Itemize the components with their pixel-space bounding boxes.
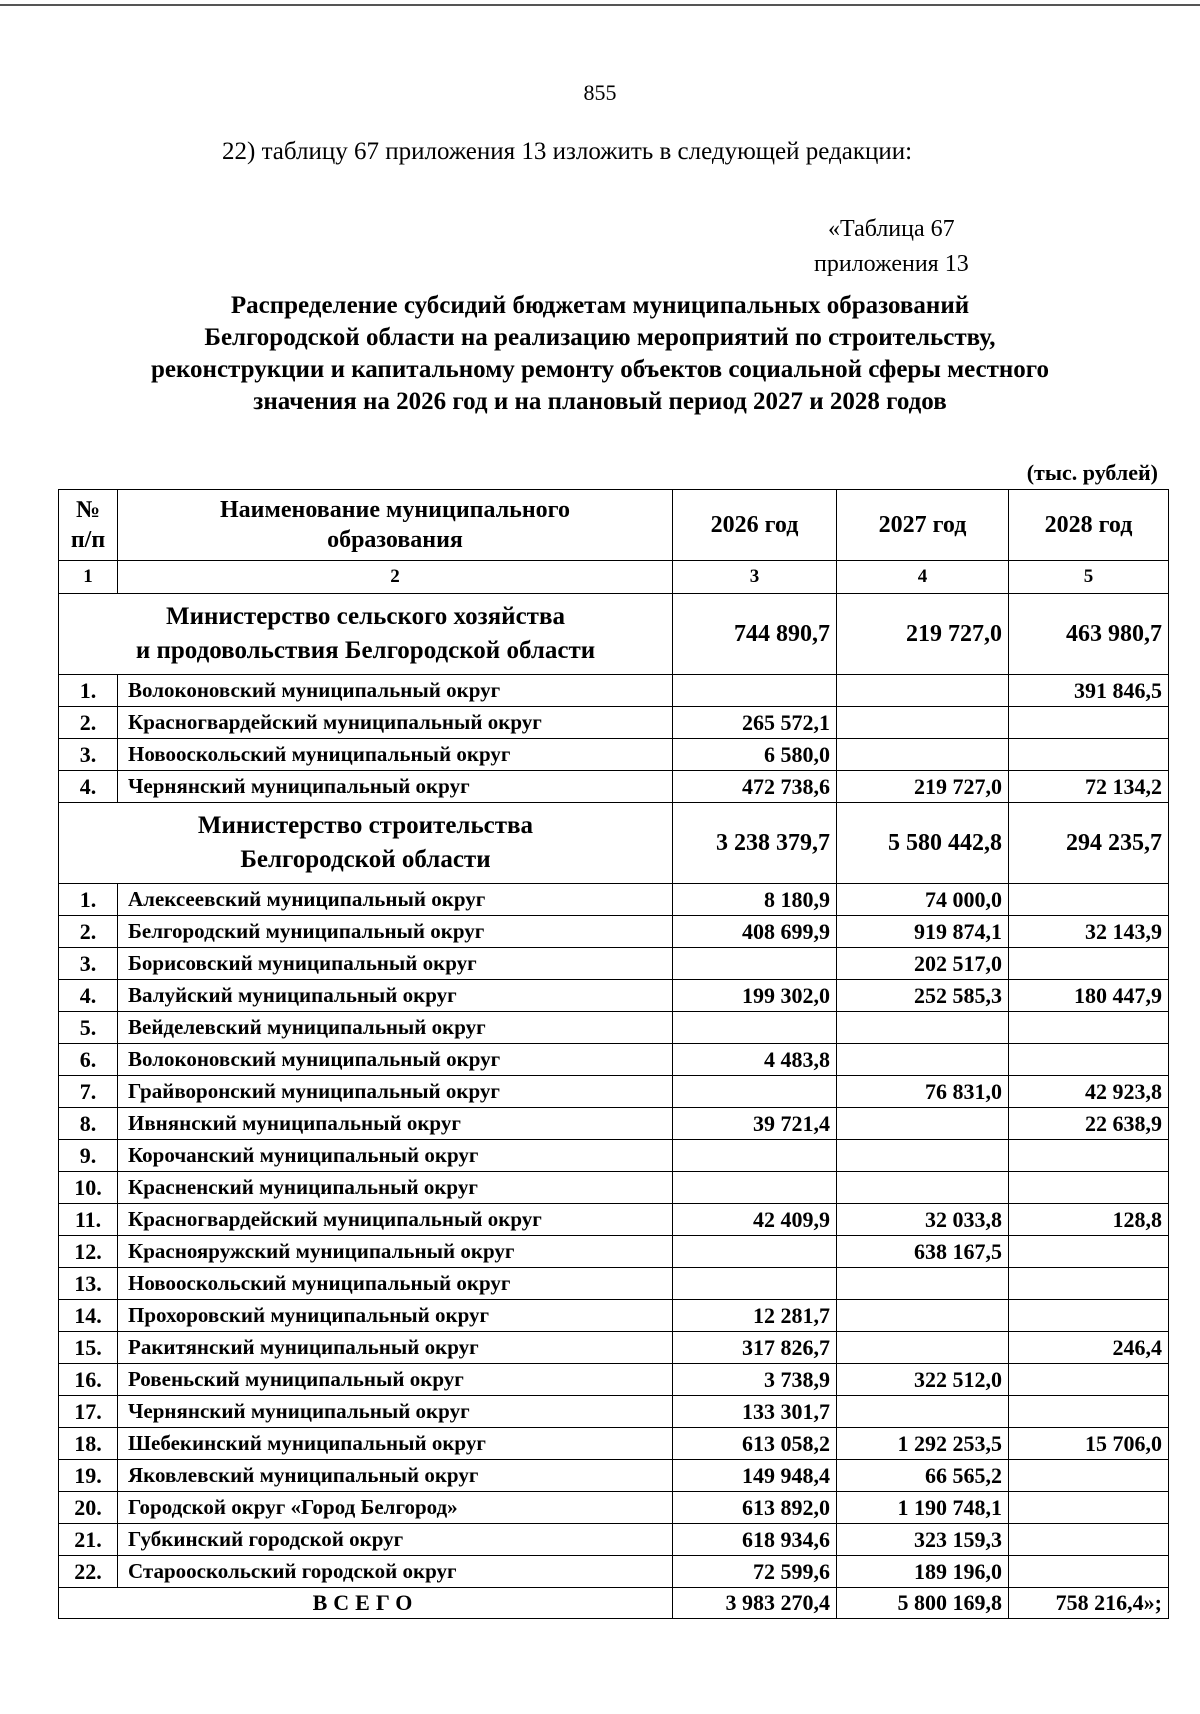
- table-row: [59, 1108, 1169, 1140]
- value-2026: 265 572,1: [673, 707, 837, 739]
- value-2027: 919 874,1: [837, 916, 1009, 948]
- value-2026: 408 699,9: [673, 916, 837, 948]
- value-2026: 72 599,6: [673, 1556, 837, 1588]
- value-2028: [1009, 1492, 1169, 1524]
- top-border-rule: [0, 4, 1200, 6]
- document-title: [60, 290, 1140, 418]
- table-row: [59, 1460, 1169, 1492]
- table-row: [59, 1012, 1169, 1044]
- municipality-name: Новооскольский муниципальный округ: [118, 739, 673, 771]
- header-2028: 2028 год: [1009, 490, 1169, 561]
- municipality-name: Волоконовский муниципальный округ: [118, 675, 673, 707]
- row-number: 1.: [59, 884, 118, 916]
- row-number: 14.: [59, 1300, 118, 1332]
- column-number: 3: [673, 561, 837, 594]
- municipality-name: Волоконовский муниципальный округ: [118, 1044, 673, 1076]
- title-line: Распределение субсидий бюджетам муниципальных образований: [230, 292, 970, 319]
- column-number: 4: [837, 561, 1009, 594]
- municipality-name: Вейделевский муниципальный округ: [118, 1012, 673, 1044]
- instruction-text: 22) таблицу 67 приложения 13 изложить в следующей редакции:: [222, 138, 913, 165]
- table-row: [59, 739, 1169, 771]
- value-2028: [1009, 1524, 1169, 1556]
- section-name: Министерство строительства Белгородской области: [59, 803, 673, 884]
- row-number: 3.: [59, 948, 118, 980]
- table-reference: [814, 212, 969, 282]
- value-2027: 323 159,3: [837, 1524, 1009, 1556]
- row-number: 11.: [59, 1204, 118, 1236]
- value-2028: [1009, 1236, 1169, 1268]
- row-number: 2.: [59, 707, 118, 739]
- value-2026: [673, 1268, 837, 1300]
- value-2028: [1009, 707, 1169, 739]
- table-row: [59, 1332, 1169, 1364]
- row-number: 12.: [59, 1236, 118, 1268]
- column-number: 5: [1009, 561, 1169, 594]
- section-total-2026: 3 238 379,7: [673, 803, 837, 884]
- value-2026: 317 826,7: [673, 1332, 837, 1364]
- municipality-name: Губкинский городской округ: [118, 1524, 673, 1556]
- row-number: 21.: [59, 1524, 118, 1556]
- row-number: 10.: [59, 1172, 118, 1204]
- value-2028: [1009, 1044, 1169, 1076]
- value-2027: 638 167,5: [837, 1236, 1009, 1268]
- value-2027: 1 292 253,5: [837, 1428, 1009, 1460]
- row-number: 13.: [59, 1268, 118, 1300]
- row-number: 18.: [59, 1428, 118, 1460]
- value-2026: [673, 1076, 837, 1108]
- value-2026: 12 281,7: [673, 1300, 837, 1332]
- municipality-name: Корочанский муниципальный округ: [118, 1140, 673, 1172]
- value-2028: [1009, 948, 1169, 980]
- value-2028: 128,8: [1009, 1204, 1169, 1236]
- value-2027: [837, 1268, 1009, 1300]
- value-2027: 32 033,8: [837, 1204, 1009, 1236]
- value-2026: [673, 1236, 837, 1268]
- value-2027: 202 517,0: [837, 948, 1009, 980]
- value-2028: 391 846,5: [1009, 675, 1169, 707]
- municipality-name: Яковлевский муниципальный округ: [118, 1460, 673, 1492]
- municipality-name: Чернянский муниципальный округ: [118, 1396, 673, 1428]
- section-name: Министерство сельского хозяйства и продовольствия Белгородской области: [59, 594, 673, 675]
- total-2026: 3 983 270,4: [673, 1588, 837, 1619]
- value-2028: 180 447,9: [1009, 980, 1169, 1012]
- municipality-name: Красненский муниципальный округ: [118, 1172, 673, 1204]
- municipality-name: Краснояружский муниципальный округ: [118, 1236, 673, 1268]
- section-total-2026: 744 890,7: [673, 594, 837, 675]
- table-ref-line1: «Таблица 67: [828, 216, 955, 242]
- row-number: 9.: [59, 1140, 118, 1172]
- value-2027: [837, 1300, 1009, 1332]
- table-row: [59, 1268, 1169, 1300]
- section-total-2028: 294 235,7: [1009, 803, 1169, 884]
- table-row: [59, 1428, 1169, 1460]
- value-2027: 322 512,0: [837, 1364, 1009, 1396]
- value-2026: [673, 1012, 837, 1044]
- table-row: [59, 1300, 1169, 1332]
- total-row: [59, 1588, 1169, 1619]
- page-number: 855: [583, 80, 617, 105]
- value-2028: 246,4: [1009, 1332, 1169, 1364]
- table-row: [59, 707, 1169, 739]
- title-line: значения на 2026 год и на плановый период 2027 и 2028 годов: [253, 388, 947, 415]
- table-row: [59, 1396, 1169, 1428]
- municipality-name: Грайворонский муниципальный округ: [118, 1076, 673, 1108]
- value-2026: 4 483,8: [673, 1044, 837, 1076]
- value-2028: 42 923,8: [1009, 1076, 1169, 1108]
- value-2028: [1009, 1140, 1169, 1172]
- value-2027: [837, 1012, 1009, 1044]
- municipality-name: Городской округ «Город Белгород»: [118, 1492, 673, 1524]
- municipality-name: Старооскольский городской округ: [118, 1556, 673, 1588]
- value-2026: 149 948,4: [673, 1460, 837, 1492]
- municipality-name: Валуйский муниципальный округ: [118, 980, 673, 1012]
- section-total-2027: 5 580 442,8: [837, 803, 1009, 884]
- value-2026: [673, 948, 837, 980]
- header-number: № п/п: [59, 490, 118, 561]
- total-2027: 5 800 169,8: [837, 1588, 1009, 1619]
- value-2026: 8 180,9: [673, 884, 837, 916]
- row-number: 20.: [59, 1492, 118, 1524]
- total-label: ВСЕГО: [59, 1588, 673, 1619]
- table-row: [59, 1044, 1169, 1076]
- value-2028: [1009, 1460, 1169, 1492]
- table-ref-line2: приложения 13: [814, 251, 969, 277]
- value-2026: 42 409,9: [673, 1204, 837, 1236]
- value-2027: [837, 1332, 1009, 1364]
- value-2026: 613 058,2: [673, 1428, 837, 1460]
- row-number: 8.: [59, 1108, 118, 1140]
- value-2027: 74 000,0: [837, 884, 1009, 916]
- value-2026: 613 892,0: [673, 1492, 837, 1524]
- municipality-name: Борисовский муниципальный округ: [118, 948, 673, 980]
- value-2028: [1009, 1172, 1169, 1204]
- value-2026: [673, 1140, 837, 1172]
- value-2028: 72 134,2: [1009, 771, 1169, 803]
- value-2026: 618 934,6: [673, 1524, 837, 1556]
- row-number: 17.: [59, 1396, 118, 1428]
- table-row: [59, 771, 1169, 803]
- value-2028: 22 638,9: [1009, 1108, 1169, 1140]
- title-line: реконструкции и капитальному ремонту объектов социальной сферы местного: [150, 356, 1050, 383]
- row-number: 19.: [59, 1460, 118, 1492]
- row-number: 5.: [59, 1012, 118, 1044]
- row-number: 7.: [59, 1076, 118, 1108]
- units-label: (тыс. рублей): [1026, 460, 1158, 485]
- table-row: [59, 1204, 1169, 1236]
- table-row: [59, 980, 1169, 1012]
- value-2027: [837, 739, 1009, 771]
- value-2028: 15 706,0: [1009, 1428, 1169, 1460]
- municipality-name: Белгородский муниципальный округ: [118, 916, 673, 948]
- municipality-name: Шебекинский муниципальный округ: [118, 1428, 673, 1460]
- municipality-name: Ровеньский муниципальный округ: [118, 1364, 673, 1396]
- row-number: 6.: [59, 1044, 118, 1076]
- value-2028: [1009, 1012, 1169, 1044]
- value-2026: 199 302,0: [673, 980, 837, 1012]
- value-2027: 219 727,0: [837, 771, 1009, 803]
- value-2028: [1009, 1396, 1169, 1428]
- municipality-name: Ивнянский муниципальный округ: [118, 1108, 673, 1140]
- column-number: 2: [118, 561, 673, 594]
- table-header-row: [59, 490, 1169, 561]
- value-2026: [673, 675, 837, 707]
- table-row: [59, 1492, 1169, 1524]
- value-2027: [837, 1396, 1009, 1428]
- value-2028: 32 143,9: [1009, 916, 1169, 948]
- value-2027: 189 196,0: [837, 1556, 1009, 1588]
- title-line: Белгородской области на реализацию мероприятий по строительству,: [204, 324, 996, 351]
- municipality-name: Чернянский муниципальный округ: [118, 771, 673, 803]
- table-row: [59, 1556, 1169, 1588]
- table-row: [59, 1524, 1169, 1556]
- table-row: [59, 1236, 1169, 1268]
- table-row: [59, 948, 1169, 980]
- value-2028: [1009, 884, 1169, 916]
- row-number: 4.: [59, 980, 118, 1012]
- value-2026: 39 721,4: [673, 1108, 837, 1140]
- municipality-name: Ракитянский муниципальный округ: [118, 1332, 673, 1364]
- row-number: 15.: [59, 1332, 118, 1364]
- section-row: [59, 803, 1169, 884]
- table-row: [59, 884, 1169, 916]
- value-2026: 3 738,9: [673, 1364, 837, 1396]
- row-number: 22.: [59, 1556, 118, 1588]
- column-numbers-row: [59, 561, 1169, 594]
- header-name: Наименование муниципального образования: [118, 490, 673, 561]
- value-2027: 1 190 748,1: [837, 1492, 1009, 1524]
- value-2028: [1009, 1556, 1169, 1588]
- table-row: [59, 1364, 1169, 1396]
- table-row: [59, 916, 1169, 948]
- total-2028: 758 216,4»;: [1009, 1588, 1169, 1619]
- value-2026: [673, 1172, 837, 1204]
- section-total-2027: 219 727,0: [837, 594, 1009, 675]
- table-row: [59, 1172, 1169, 1204]
- value-2026: 133 301,7: [673, 1396, 837, 1428]
- header-2027: 2027 год: [837, 490, 1009, 561]
- value-2026: 472 738,6: [673, 771, 837, 803]
- municipality-name: Прохоровский муниципальный округ: [118, 1300, 673, 1332]
- value-2027: [837, 1140, 1009, 1172]
- value-2027: [837, 1044, 1009, 1076]
- value-2026: 6 580,0: [673, 739, 837, 771]
- value-2028: [1009, 1364, 1169, 1396]
- value-2028: [1009, 1268, 1169, 1300]
- table-row: [59, 675, 1169, 707]
- table-row: [59, 1140, 1169, 1172]
- municipality-name: Красногвардейский муниципальный округ: [118, 707, 673, 739]
- row-number: 3.: [59, 739, 118, 771]
- subsidy-table: [58, 489, 1169, 1619]
- value-2028: [1009, 1300, 1169, 1332]
- value-2027: [837, 1108, 1009, 1140]
- value-2027: 76 831,0: [837, 1076, 1009, 1108]
- value-2027: [837, 675, 1009, 707]
- municipality-name: Алексеевский муниципальный округ: [118, 884, 673, 916]
- value-2027: 252 585,3: [837, 980, 1009, 1012]
- municipality-name: Новооскольский муниципальный округ: [118, 1268, 673, 1300]
- section-row: [59, 594, 1169, 675]
- value-2027: [837, 707, 1009, 739]
- header-2026: 2026 год: [673, 490, 837, 561]
- row-number: 2.: [59, 916, 118, 948]
- table-row: [59, 1076, 1169, 1108]
- value-2027: 66 565,2: [837, 1460, 1009, 1492]
- row-number: 16.: [59, 1364, 118, 1396]
- row-number: 1.: [59, 675, 118, 707]
- value-2028: [1009, 739, 1169, 771]
- value-2027: [837, 1172, 1009, 1204]
- section-total-2028: 463 980,7: [1009, 594, 1169, 675]
- row-number: 4.: [59, 771, 118, 803]
- municipality-name: Красногвардейский муниципальный округ: [118, 1204, 673, 1236]
- column-number: 1: [59, 561, 118, 594]
